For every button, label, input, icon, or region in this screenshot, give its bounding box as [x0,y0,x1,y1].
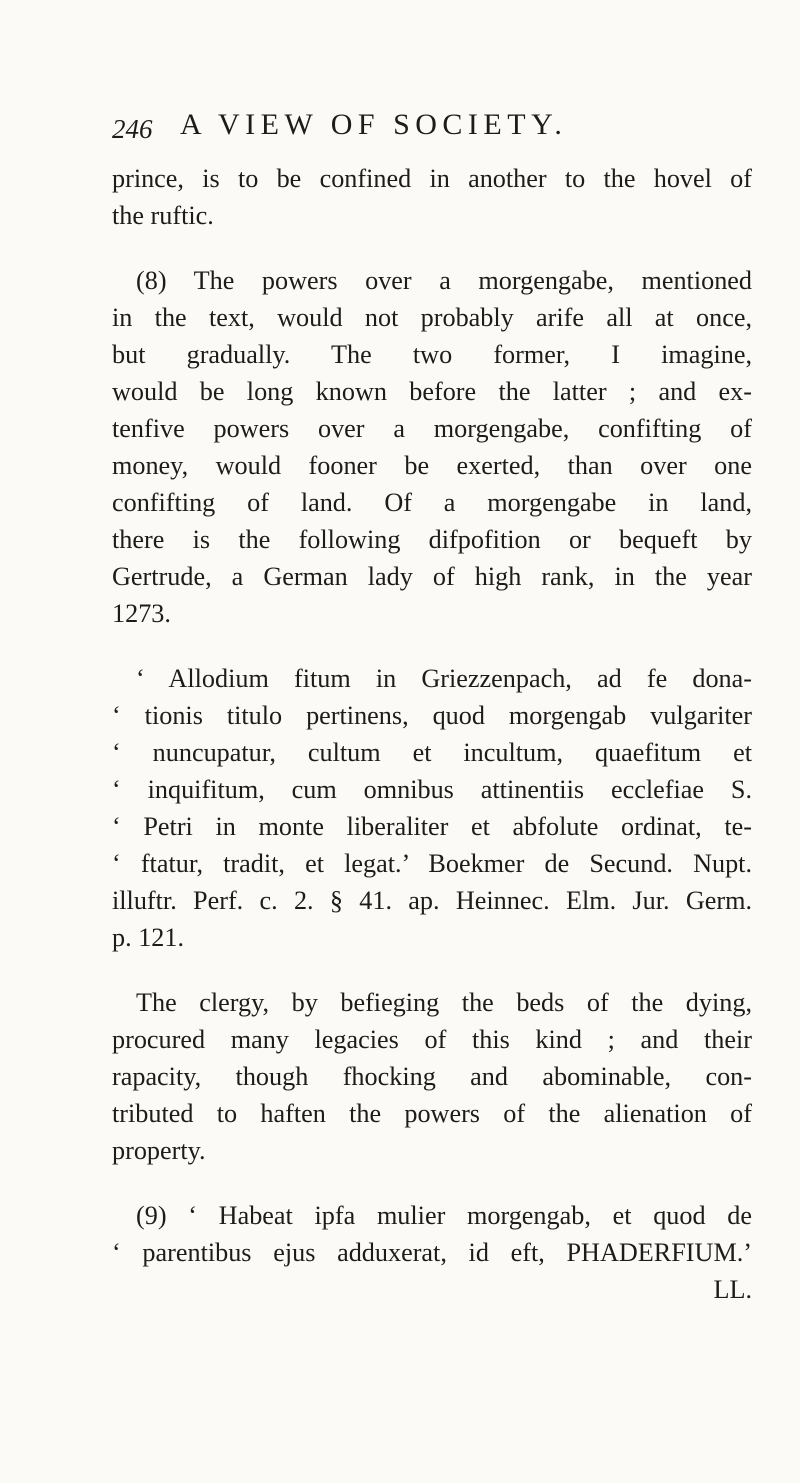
page-header [112,106,752,146]
quotation-paragraph [112,660,752,956]
text-line: illuftr. Perf. c. 2. § 41. ap. Heinnec. Elm. Jur. Germ. [112,886,752,915]
text-line: property. [112,1136,206,1165]
paragraph [112,262,752,632]
text-line: tenfive powers over a morgengabe, confifting of [112,414,752,443]
paragraph [112,160,752,234]
text-line: money, would fooner be exerted, than over one [112,451,752,480]
text-line: ‘ parentibus ejus adduxerat, id eft, PHADERFIUM.’ [112,1238,752,1267]
text-line: the ruftic. [112,201,214,230]
text-line: prince, is to be confined in another to the hovel of [112,164,752,193]
text-line: confifting of land. Of a morgengabe in land, [112,488,752,517]
footnote-paragraph [112,1197,752,1308]
text-line: Gertrude, a German lady of high rank, in the year [112,562,752,591]
text-line: tributed to haften the powers of the alienation of [112,1099,752,1128]
text-line: The clergy, by befieging the beds of the dying, [136,988,752,1017]
text-line: (8) The powers over a morgengabe, mentioned [136,266,752,295]
paragraph [112,984,752,1169]
text-line: ‘ inquifitum, cum omnibus attinentiis ecclefiae S. [112,775,752,804]
text-line: procured many legacies of this kind ; and their [112,1025,752,1054]
text-line: ‘ Petri in monte liberaliter et abfolute ordinat, te- [112,812,752,841]
text-line: there is the following difpofition or bequeft by [112,525,752,554]
text-line: 1273. [112,599,171,628]
text-line: ‘ tionis titulo pertinens, quod morgengab vulgariter [112,701,752,730]
page-body [112,160,752,1308]
text-line: would be long known before the latter ; and ex- [112,377,752,406]
text-line: ‘ nuncupatur, cultum et incultum, quaefitum et [112,738,752,767]
text-line: in the text, would not probably arife all at once, [112,303,752,332]
running-head: A VIEW OF SOCIETY. [180,108,568,141]
text-line: p. 121. [112,923,185,952]
text-line: rapacity, though fhocking and abominable, con- [112,1062,752,1091]
text-line: LL. [713,1275,752,1304]
page-number: 246 [112,114,153,144]
text-line: (9) ‘ Habeat ipfa mulier morgengab, et quod de [136,1201,752,1230]
text-line: ‘ Allodium fitum in Griezzenpach, ad fe dona- [136,664,752,693]
text-line: ‘ ftatur, tradit, et legat.’ Boekmer de Secund. Nupt. [112,849,752,878]
text-line: but gradually. The two former, I imagine, [112,340,752,369]
